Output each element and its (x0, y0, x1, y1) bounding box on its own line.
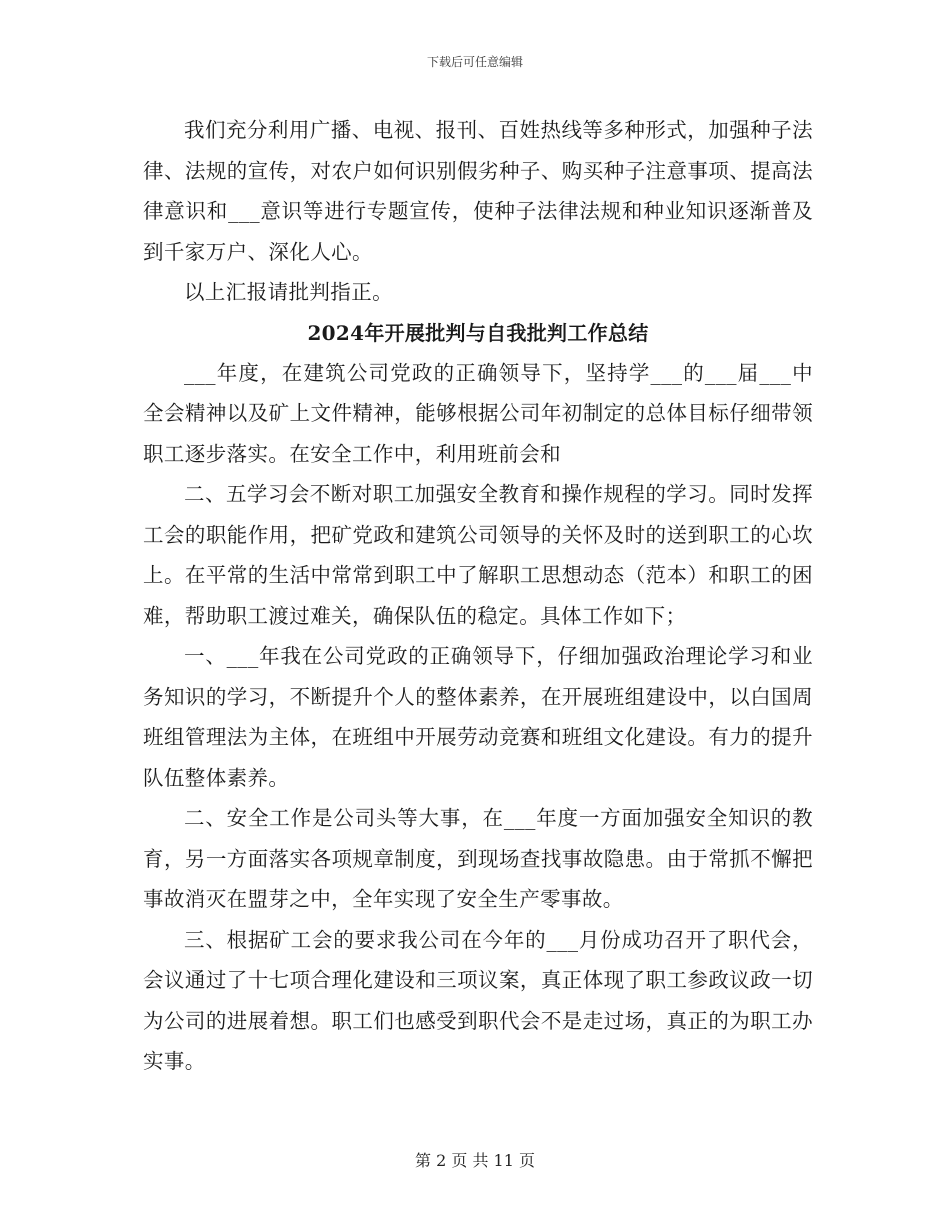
paragraph-promotion: 我们充分利用广播、电视、报刊、百姓热线等多种形式，加强种子法律、法规的宣传，对农户如何识别假劣种子、购买种子注意事项、提高法律意识和___意识等进行专题宣传，使种子法律法规和种业知识逐渐普及到千家万户、深化人心。 (143, 118, 813, 264)
paragraph-item-two: 二、安全工作是公司头等大事，在___年度一方面加强安全知识的教育，另一方面落实各项规章制度，到现场查找事故隐患。由于常抓不懈把事故消灭在盟芽之中，全年实现了安全生产零事故。 (143, 806, 813, 911)
paragraph-item-one: 一、___年我在公司党政的正确领导下，仔细加强政治理论学习和业务知识的学习，不断提升个人的整体素养，在开展班组建设中，以白国周班组管理法为主体，在班组中开展劳动竞赛和班组文化建设。有力的提升队伍整体素养。 (143, 644, 813, 790)
paragraph-item-three: 三、根据矿工会的要求我公司在今年的___月份成功召开了职代会，会议通过了十七项合理化建设和三项议案，真正体现了职工参政议政一切为公司的进展着想。职工们也感受到职代会不是走过场，真正的为职工办实事。 (143, 927, 813, 1073)
document-body (143, 110, 813, 1082)
page-header-note: 下载后可任意编辑 (426, 55, 523, 69)
paragraph-intro: ___年度，在建筑公司党政的正确领导下，坚持学___的___届___中全会精神以及矿上文件精神，能够根据公司年初制定的总体目标仔细带领职工逐步落实。在安全工作中，利用班前会和 (143, 360, 813, 466)
paragraph-closing: 以上汇报请批判指正。 (184, 280, 393, 304)
section-title: 2024年开展批判与自我批判工作总结 (307, 320, 649, 345)
page-number: 第 2 页 共 11 页 (415, 1151, 535, 1170)
paragraph-study-meeting: 二、五学习会不断对职工加强安全教育和操作规程的学习。同时发挥工会的职能作用，把矿党政和建筑公司领导的关怀及时的送到职工的心坎上。在平常的生活中常常到职工中了解职工思想动态（范本）和职工的困难，帮助职工渡过难关，确保队伍的稳定。具体工作如下； (143, 482, 813, 628)
